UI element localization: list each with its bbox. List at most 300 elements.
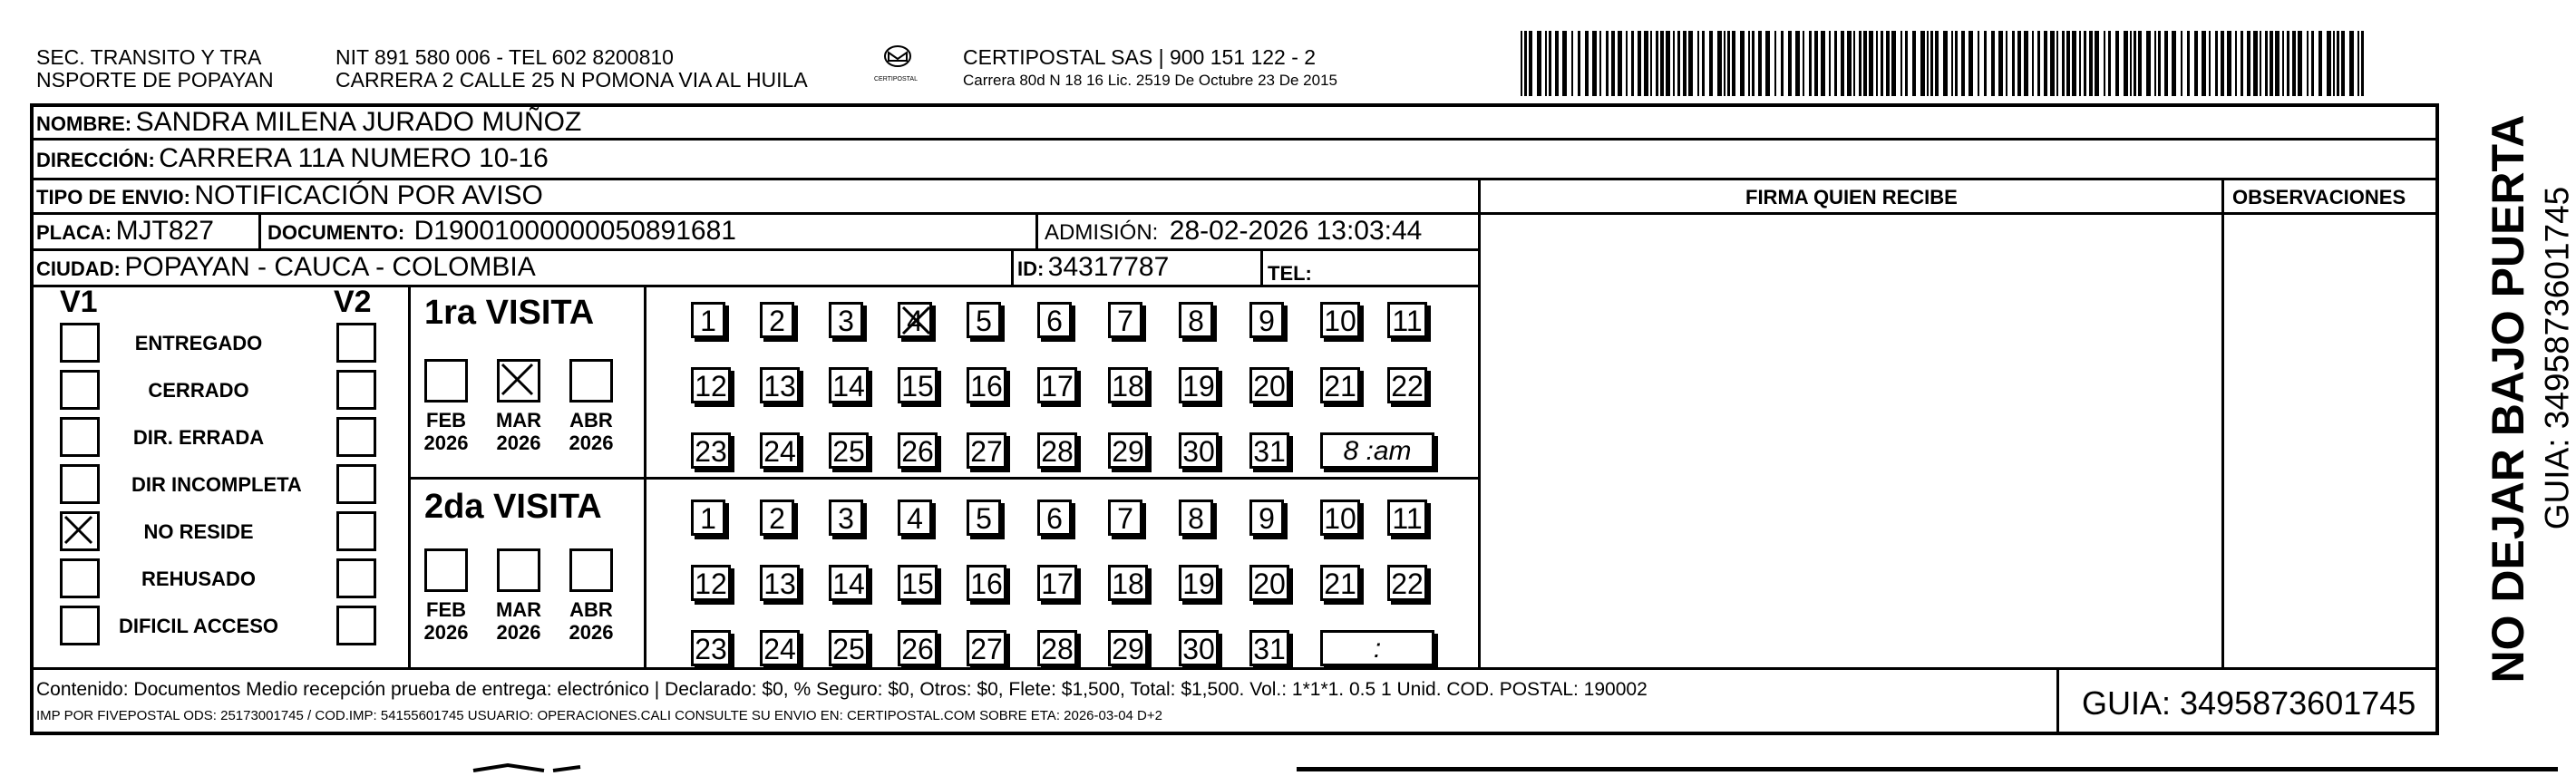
barcode-bar xyxy=(2282,31,2284,96)
day-number: 31 xyxy=(1253,435,1286,468)
day-number: 3 xyxy=(838,502,854,535)
day-number: 6 xyxy=(1046,502,1063,535)
day-number: 24 xyxy=(763,633,796,665)
day-number: 19 xyxy=(1182,370,1215,403)
barcode-bar xyxy=(1524,31,1527,96)
day-number: 24 xyxy=(763,435,796,468)
day-cell[interactable] xyxy=(898,630,938,666)
cell-divider xyxy=(1011,248,1014,285)
day-cell[interactable] xyxy=(691,500,725,536)
barcode-bar xyxy=(1863,31,1867,96)
barcode-bar xyxy=(1984,31,1987,96)
x-mark-icon xyxy=(900,305,935,339)
day-cell[interactable] xyxy=(829,367,869,403)
day-cell[interactable] xyxy=(898,302,932,338)
day-cell[interactable] xyxy=(760,565,800,601)
barcode-bar xyxy=(2089,31,2093,96)
day-number: 21 xyxy=(1324,370,1356,403)
month-checkbox[interactable] xyxy=(497,359,540,403)
day-number: 10 xyxy=(1324,502,1356,535)
barcode-bar xyxy=(1781,31,1784,96)
day-cell[interactable] xyxy=(967,630,1006,666)
barcode-bar xyxy=(1795,31,1800,96)
day-cell[interactable] xyxy=(967,500,1001,536)
month-label xyxy=(419,410,473,454)
no-dejar-bajo-puerta: NO DEJAR BAJO PUERTA xyxy=(2483,114,2533,684)
day-cell[interactable] xyxy=(691,565,731,601)
barcode-bar xyxy=(2287,31,2289,96)
barcode-bar xyxy=(1618,31,1622,96)
barcode-bar xyxy=(1758,31,1762,96)
footer-imp-line: IMP POR FIVEPOSTAL ODS: 25173001745 / COD.IMP: 54155601745 USUARIO: OPERACIONES.CALI CONSULTE SU ENVIO EN: CERTIPOSTAL.COM SOBRE ETA: 2026-03-04 D+2 xyxy=(36,708,1162,723)
day-number: 13 xyxy=(763,370,796,403)
day-cell[interactable] xyxy=(1320,565,1360,601)
barcode-bar xyxy=(1829,31,1831,96)
day-number: 15 xyxy=(901,370,934,403)
month-label xyxy=(491,410,546,454)
barcode-bar xyxy=(1724,31,1725,96)
day-number: 25 xyxy=(832,435,865,468)
day-cell[interactable] xyxy=(1179,367,1219,403)
barcode-bar xyxy=(1702,31,1705,96)
barcode-bar xyxy=(1599,31,1601,96)
day-number: 5 xyxy=(976,502,992,535)
day-cell[interactable] xyxy=(1037,302,1072,338)
month-name: ABR xyxy=(569,409,613,432)
day-cell[interactable] xyxy=(967,367,1006,403)
row-divider xyxy=(30,138,2439,141)
v1-checkbox[interactable] xyxy=(60,464,100,504)
barcode-bar xyxy=(2307,31,2309,96)
day-number: 1 xyxy=(700,502,716,535)
day-number: 23 xyxy=(695,633,727,665)
day-cell[interactable] xyxy=(760,302,794,338)
barcode-bar xyxy=(2253,31,2258,96)
month-label xyxy=(491,599,546,644)
day-number: 11 xyxy=(1392,502,1423,535)
ciudad-label: CIUDAD: xyxy=(36,257,121,280)
day-cell[interactable] xyxy=(898,565,938,601)
day-cell[interactable] xyxy=(1387,565,1427,601)
day-cell[interactable] xyxy=(1037,367,1077,403)
barcode-bar xyxy=(1774,31,1776,96)
barcode-bar xyxy=(2241,31,2243,96)
day-cell[interactable] xyxy=(1037,630,1077,666)
time-value: : xyxy=(1373,634,1382,664)
id-label: ID: xyxy=(1017,257,1045,280)
barcode-bar xyxy=(2044,31,2047,96)
day-cell[interactable] xyxy=(898,432,938,469)
barcode-bar xyxy=(1549,31,1551,96)
barcode-bar xyxy=(1571,31,1573,96)
barcode-bar xyxy=(2337,31,2339,96)
barcode-bar xyxy=(2265,31,2268,96)
time-field[interactable] xyxy=(1320,630,1434,666)
day-number: 22 xyxy=(1391,567,1424,600)
day-number: 15 xyxy=(901,567,934,600)
barcode-bar xyxy=(1978,31,1979,96)
day-number: 29 xyxy=(1112,435,1144,468)
reasons-divider xyxy=(408,285,411,667)
month-checkbox[interactable] xyxy=(424,359,468,403)
reason-label: REHUSADO xyxy=(141,567,256,590)
day-cell[interactable] xyxy=(829,630,869,666)
day-number: 5 xyxy=(976,305,992,337)
barcode-bar xyxy=(1927,31,1929,96)
tipo-envio-value: NOTIFICACIÓN POR AVISO xyxy=(194,180,543,210)
month-name: MAR xyxy=(495,409,542,432)
barcode-bar xyxy=(1688,31,1693,96)
tel-label: TEL: xyxy=(1268,262,1312,285)
month-label xyxy=(564,410,618,454)
day-cell[interactable] xyxy=(1108,630,1148,666)
barcode-bar xyxy=(1765,31,1770,96)
cut-mark xyxy=(471,754,635,776)
reason-label: DIFICIL ACCESO xyxy=(118,615,278,637)
barcode-bar xyxy=(1656,31,1658,96)
day-number: 17 xyxy=(1041,370,1074,403)
barcode-bar xyxy=(1660,31,1664,96)
day-cell[interactable] xyxy=(829,500,863,536)
barcode-bar xyxy=(2095,31,2099,96)
day-cell[interactable] xyxy=(967,302,1001,338)
barcode-bar xyxy=(2181,31,2182,96)
barcode-bar xyxy=(1585,31,1589,96)
time-value: 8 :am xyxy=(1343,436,1412,466)
day-cell[interactable] xyxy=(1108,302,1142,338)
ciudad-value: POPAYAN - CAUCA - COLOMBIA xyxy=(124,252,536,282)
direccion-value: CARRERA 11A NUMERO 10-16 xyxy=(159,143,549,173)
barcode-bar xyxy=(2072,31,2076,96)
day-cell[interactable] xyxy=(691,367,731,403)
guia-divider xyxy=(2056,667,2059,735)
logo-text: CERTIPOSTAL xyxy=(874,76,918,82)
barcode-bar xyxy=(1991,31,1995,96)
day-number: 31 xyxy=(1253,633,1286,665)
day-cell[interactable] xyxy=(829,565,869,601)
day-cell[interactable] xyxy=(1320,367,1360,403)
footer-content-line: Contenido: Documentos Medio recepción prueba de entrega: electrónico | Declarado: $0, % Seguro: $0, Otros: $0, Flete: $1,500, Total: $1,500. Vol.: 1*1*1. 0.5 1 Unid. COD. POSTAL: 190002 xyxy=(36,679,1648,700)
day-number: 20 xyxy=(1253,567,1286,600)
calendar-divider xyxy=(644,285,646,667)
day-cell[interactable] xyxy=(1249,432,1289,469)
barcode-bar xyxy=(2194,31,2198,96)
barcode-bar xyxy=(1809,31,1812,96)
barcode-bar xyxy=(1529,31,1532,96)
month-checkbox[interactable] xyxy=(569,359,613,403)
day-number: 3 xyxy=(838,305,854,337)
barcode-bar xyxy=(1834,31,1837,96)
admision-label: ADMISIÓN: xyxy=(1045,220,1159,245)
v2-label: V2 xyxy=(334,285,372,319)
day-number: 30 xyxy=(1182,435,1215,468)
day-number: 29 xyxy=(1112,633,1144,665)
day-cell[interactable] xyxy=(1179,302,1213,338)
barcode-bar xyxy=(1841,31,1844,96)
day-cell[interactable] xyxy=(760,630,800,666)
nombre-value: SANDRA MILENA JURADO MUÑOZ xyxy=(135,107,582,137)
day-number: 17 xyxy=(1041,567,1074,600)
month-year: 2026 xyxy=(569,431,614,454)
day-number: 27 xyxy=(970,435,1003,468)
day-cell[interactable] xyxy=(760,432,800,469)
reason-label: NO RESIDE xyxy=(143,520,254,543)
day-cell[interactable] xyxy=(898,500,932,536)
bottom-edge-line xyxy=(1297,767,2558,771)
day-number: 4 xyxy=(907,502,923,535)
barcode-bar xyxy=(1955,31,1958,96)
row-divider xyxy=(30,285,1478,287)
sender-nit: NIT 891 580 006 - TEL 602 8200810 xyxy=(335,45,674,69)
barcode-bar xyxy=(1644,31,1648,96)
barcode-bar xyxy=(1673,31,1675,96)
barcode-bar xyxy=(2341,31,2345,96)
day-number: 8 xyxy=(1188,305,1204,337)
barcode-bar xyxy=(2361,31,2364,96)
day-cell[interactable] xyxy=(691,302,725,338)
barcode-bar xyxy=(2134,31,2136,96)
barcode-bar xyxy=(2012,31,2015,96)
signature-area[interactable] xyxy=(1481,215,2220,665)
barcode-bar xyxy=(1717,31,1722,96)
barcode-bar xyxy=(2298,31,2302,96)
barcode-bar xyxy=(1740,31,1745,96)
barcode-bar xyxy=(1631,31,1634,96)
day-number: 7 xyxy=(1117,502,1133,535)
reason-label: ENTREGADO xyxy=(134,332,263,354)
day-cell[interactable] xyxy=(1037,432,1077,469)
day-number: 9 xyxy=(1259,305,1275,337)
sender-address: CARRERA 2 CALLE 25 N POMONA VIA AL HUILA xyxy=(335,68,808,92)
day-number: 10 xyxy=(1324,305,1356,337)
day-cell[interactable] xyxy=(1037,565,1077,601)
day-number: 30 xyxy=(1182,633,1215,665)
day-cell[interactable] xyxy=(1249,565,1289,601)
documento-value: D19001000000050891681 xyxy=(413,216,736,246)
barcode-bar xyxy=(1803,31,1804,96)
day-cell[interactable] xyxy=(1108,565,1148,601)
barcode-bar xyxy=(1821,31,1825,96)
day-cell[interactable] xyxy=(1108,367,1148,403)
tipo-envio-label: TIPO DE ENVIO: xyxy=(36,186,190,209)
barcode-bar xyxy=(2235,31,2237,96)
day-number: 16 xyxy=(970,567,1003,600)
barcode-bar xyxy=(2202,31,2206,96)
observaciones-area[interactable] xyxy=(2224,215,2437,665)
barcode-bar xyxy=(2172,31,2176,96)
barcode-bar xyxy=(1891,31,1896,96)
barcode-bar xyxy=(1968,31,1973,96)
month-checkbox[interactable] xyxy=(497,548,540,592)
barcode-bar xyxy=(2270,31,2273,96)
reason-label: CERRADO xyxy=(148,379,249,402)
barcode-bar xyxy=(2154,31,2156,96)
company-line: CERTIPOSTAL SAS | 900 151 122 - 2 xyxy=(963,45,1317,69)
day-cell[interactable] xyxy=(1387,367,1427,403)
day-cell[interactable] xyxy=(898,367,938,403)
barcode-bar xyxy=(1853,31,1855,96)
day-cell[interactable] xyxy=(1108,500,1142,536)
day-cell[interactable] xyxy=(691,432,731,469)
admision-value: 28-02-2026 13:03:44 xyxy=(1169,216,1423,246)
day-cell[interactable] xyxy=(760,500,794,536)
guia-number: GUIA: 3495873601745 xyxy=(2082,684,2416,722)
day-cell[interactable] xyxy=(829,302,863,338)
barcode-bar xyxy=(1592,31,1597,96)
day-number: 28 xyxy=(1041,633,1074,665)
barcode-bar xyxy=(1650,31,1652,96)
day-number: 7 xyxy=(1117,305,1133,337)
barcode-bar xyxy=(2056,31,2058,96)
barcode-bar xyxy=(2292,31,2296,96)
barcode-bar xyxy=(1920,31,1925,96)
barcode-bar xyxy=(2215,31,2218,96)
footer-divider xyxy=(30,667,2439,670)
barcode-bar xyxy=(1961,31,1965,96)
barcode xyxy=(1519,31,2367,96)
barcode-bar xyxy=(2104,31,2105,96)
barcode-bar xyxy=(1748,31,1750,96)
barcode-bar xyxy=(2037,31,2040,96)
day-number: 18 xyxy=(1112,370,1144,403)
day-number: 14 xyxy=(832,567,865,600)
nombre-label: NOMBRE: xyxy=(36,112,132,135)
day-number: 2 xyxy=(769,305,785,337)
barcode-bar xyxy=(2084,31,2086,96)
barcode-bar xyxy=(2079,31,2081,96)
month-checkbox[interactable] xyxy=(569,548,613,592)
barcode-bar xyxy=(2275,31,2280,96)
visit2-title: 2da VISITA xyxy=(424,488,602,526)
documento-label: DOCUMENTO: xyxy=(267,221,405,244)
month-year: 2026 xyxy=(496,620,541,644)
time-field[interactable] xyxy=(1320,432,1434,469)
day-cell[interactable] xyxy=(1249,302,1284,338)
barcode-bar xyxy=(2124,31,2128,96)
day-number: 6 xyxy=(1046,305,1063,337)
day-cell[interactable] xyxy=(1249,367,1289,403)
day-cell[interactable] xyxy=(760,367,800,403)
day-number: 9 xyxy=(1259,502,1275,535)
visit1-title: 1ra VISITA xyxy=(424,294,595,332)
firma-quien-recibe-label: FIRMA QUIEN RECIBE xyxy=(1745,186,1958,209)
barcode-bar xyxy=(1752,31,1755,96)
reason-label: DIR INCOMPLETA xyxy=(131,473,302,496)
barcode-bar xyxy=(2115,31,2119,96)
barcode-bar xyxy=(1537,31,1541,96)
v2-checkbox[interactable] xyxy=(336,464,376,504)
barcode-bar xyxy=(1626,31,1628,96)
barcode-bar xyxy=(2349,31,2354,96)
side-guia: GUIA: 3495873601745 xyxy=(2538,186,2576,530)
barcode-bar xyxy=(1951,31,1953,96)
barcode-bar xyxy=(1814,31,1818,96)
barcode-bar xyxy=(1606,31,1609,96)
day-cell[interactable] xyxy=(967,565,1006,601)
day-cell[interactable] xyxy=(1108,432,1148,469)
day-cell[interactable] xyxy=(829,432,869,469)
observaciones-label: OBSERVACIONES xyxy=(2232,186,2406,209)
day-cell[interactable] xyxy=(1387,500,1427,536)
day-cell[interactable] xyxy=(1387,302,1427,338)
month-label xyxy=(564,599,618,644)
barcode-bar xyxy=(2062,31,2065,96)
barcode-bar xyxy=(1677,31,1680,96)
barcode-bar xyxy=(2164,31,2168,96)
day-cell[interactable] xyxy=(1249,630,1289,666)
sender-name-line1: SEC. TRANSITO Y TRA xyxy=(36,45,262,69)
day-cell[interactable] xyxy=(1320,302,1360,338)
day-cell[interactable] xyxy=(1249,500,1284,536)
barcode-bar xyxy=(1881,31,1883,96)
barcode-bar xyxy=(2066,31,2070,96)
cell-divider xyxy=(1260,248,1263,285)
v1-label: V1 xyxy=(60,285,98,319)
barcode-bar xyxy=(1847,31,1852,96)
barcode-bar xyxy=(1521,31,1522,96)
day-number: 11 xyxy=(1392,305,1423,337)
barcode-bar xyxy=(2227,31,2231,96)
day-number: 19 xyxy=(1182,567,1215,600)
day-cell[interactable] xyxy=(691,630,731,666)
certipostal-logo xyxy=(870,44,925,89)
barcode-bar xyxy=(2327,31,2331,96)
barcode-bar xyxy=(1943,31,1948,96)
barcode-bar xyxy=(1697,31,1699,96)
day-number: 16 xyxy=(970,370,1003,403)
barcode-bar xyxy=(1859,31,1862,96)
visit-divider xyxy=(408,477,1478,480)
barcode-bar xyxy=(2260,31,2261,96)
barcode-bar xyxy=(1555,31,1559,96)
day-number: 1 xyxy=(700,305,716,337)
barcode-bar xyxy=(1683,31,1687,96)
month-name: FEB xyxy=(426,598,466,621)
day-number: 26 xyxy=(901,633,934,665)
placa-value: MJT827 xyxy=(115,216,214,246)
x-mark-icon xyxy=(500,362,538,400)
barcode-bar xyxy=(2024,31,2028,96)
barcode-bar xyxy=(1545,31,1547,96)
day-number: 4 xyxy=(907,305,923,337)
barcode-bar xyxy=(1905,31,1908,96)
day-cell[interactable] xyxy=(1179,432,1219,469)
day-number: 23 xyxy=(695,435,727,468)
day-cell[interactable] xyxy=(967,432,1006,469)
day-cell[interactable] xyxy=(1179,500,1213,536)
month-checkbox[interactable] xyxy=(424,548,468,592)
barcode-bar xyxy=(1611,31,1615,96)
barcode-bar xyxy=(1876,31,1878,96)
day-number: 2 xyxy=(769,502,785,535)
day-cell[interactable] xyxy=(1179,630,1219,666)
barcode-bar xyxy=(1886,31,1890,96)
barcode-bar xyxy=(2138,31,2142,96)
day-cell[interactable] xyxy=(1320,500,1360,536)
barcode-bar xyxy=(2247,31,2250,96)
barcode-bar xyxy=(1900,31,1902,96)
barcode-bar xyxy=(2108,31,2111,96)
day-cell[interactable] xyxy=(1037,500,1072,536)
sender-name-line2: NSPORTE DE POPAYAN xyxy=(36,68,274,92)
day-number: 14 xyxy=(832,370,865,403)
day-number: 18 xyxy=(1112,567,1144,600)
barcode-bar xyxy=(2130,31,2132,96)
day-cell[interactable] xyxy=(1179,565,1219,601)
barcode-bar xyxy=(1732,31,1735,96)
barcode-bar xyxy=(1935,31,1939,96)
barcode-bar xyxy=(1578,31,1580,96)
